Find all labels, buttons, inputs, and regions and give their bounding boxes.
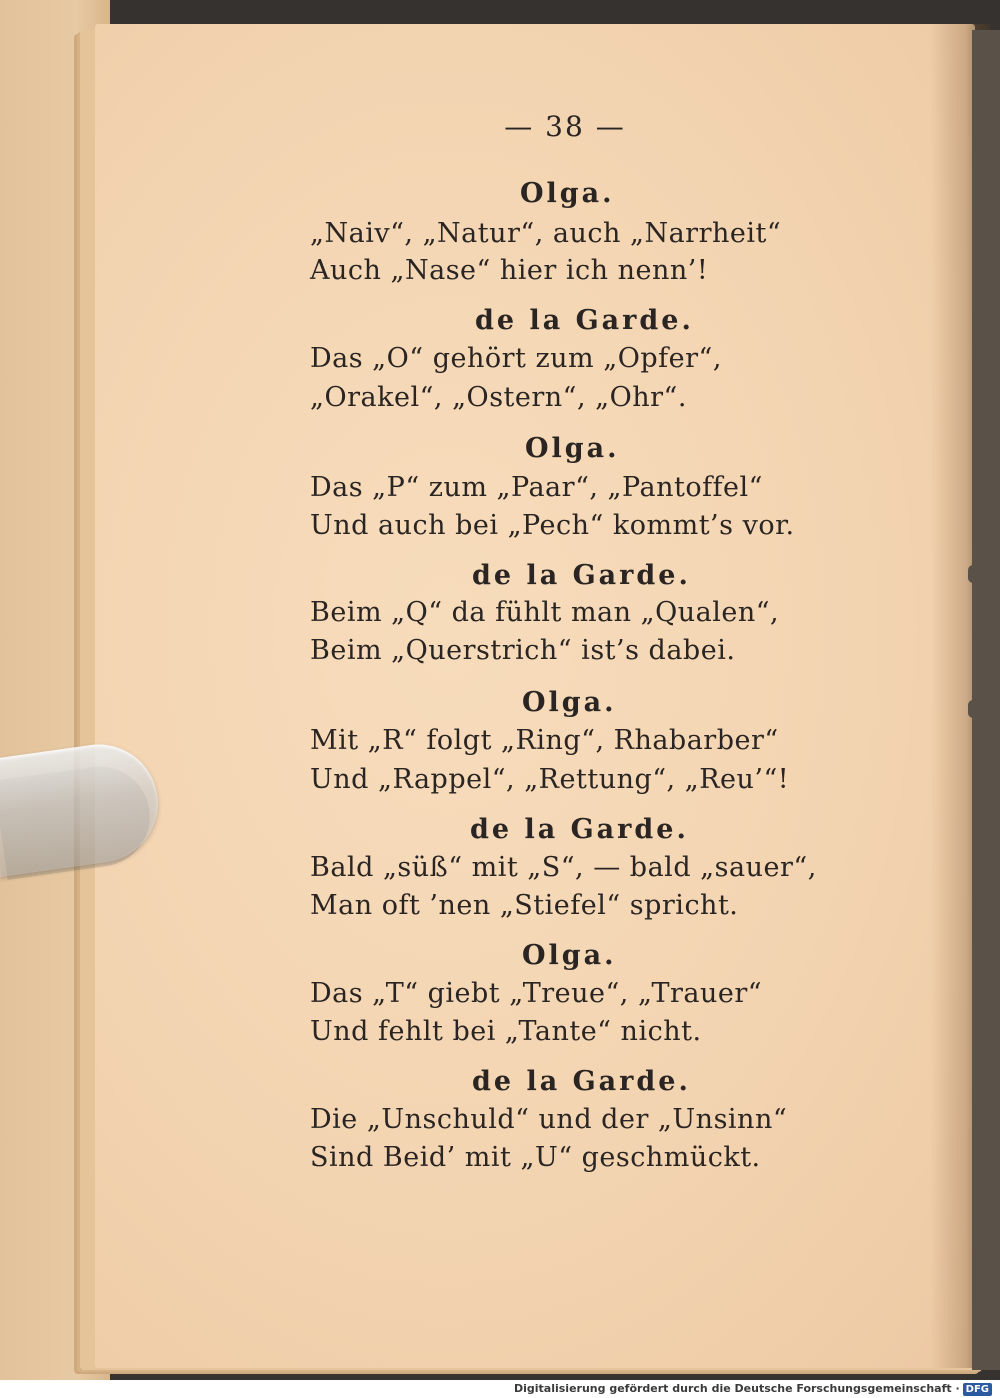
verse-line: Mit „R“ folgt „Ring“, Rhabarber“ [310, 725, 779, 756]
dfg-logo-icon: DFG [963, 1383, 992, 1396]
verse-line: Bald „süß“ mit „S“, — bald „sauer“, [310, 852, 817, 883]
verse-line: Beim „Querstrich“ ist’s dabei. [310, 635, 736, 666]
speaker-name: de la Garde. [472, 1066, 691, 1097]
speaker-name: de la Garde. [472, 560, 691, 591]
verse-line: Auch „Nase“ hier ich nenn’! [310, 255, 709, 286]
verse-line: Und „Rappel“, „Rettung“, „Reu’“! [310, 764, 790, 795]
verse-line: Beim „Q“ da fühlt man „Qualen“, [310, 597, 780, 628]
digitization-credit [514, 1382, 992, 1396]
verse-line: Die „Unschuld“ und der „Unsinn“ [310, 1104, 788, 1135]
verse-line: Man oft ’nen „Stiefel“ spricht. [310, 890, 739, 921]
verse-line: Das „P“ zum „Paar“, „Pantoffel“ [310, 472, 763, 503]
verse-line: Und fehlt bei „Tante“ nicht. [310, 1016, 702, 1047]
speaker-name: Olga. [522, 687, 617, 718]
verse-line: „Naiv“, „Natur“, auch „Narrheit“ [310, 218, 782, 249]
speaker-name: Olga. [525, 433, 620, 464]
speaker-name: de la Garde. [475, 305, 694, 336]
binding-notch [968, 565, 978, 583]
verse-line: Das „O“ gehört zum „Opfer“, [310, 343, 722, 374]
verse-line: Sind Beid’ mit „U“ geschmückt. [310, 1142, 761, 1173]
speaker-name: de la Garde. [470, 814, 689, 845]
binding-notch [968, 700, 978, 718]
page-number: — 38 — [504, 110, 626, 143]
credit-text: Digitalisierung gefördert durch die Deutsche Forschungsgemeinschaft · [513, 1382, 960, 1395]
verse-line: „Orakel“, „Ostern“, „Ohr“. [310, 382, 687, 413]
speaker-name: Olga. [520, 178, 615, 209]
verse-line: Das „T“ giebt „Treue“, „Trauer“ [310, 978, 763, 1009]
speaker-name: Olga. [522, 940, 617, 971]
book-spine-edge [972, 30, 1000, 1370]
verse-line: Und auch bei „Pech“ kommt’s vor. [310, 510, 795, 541]
